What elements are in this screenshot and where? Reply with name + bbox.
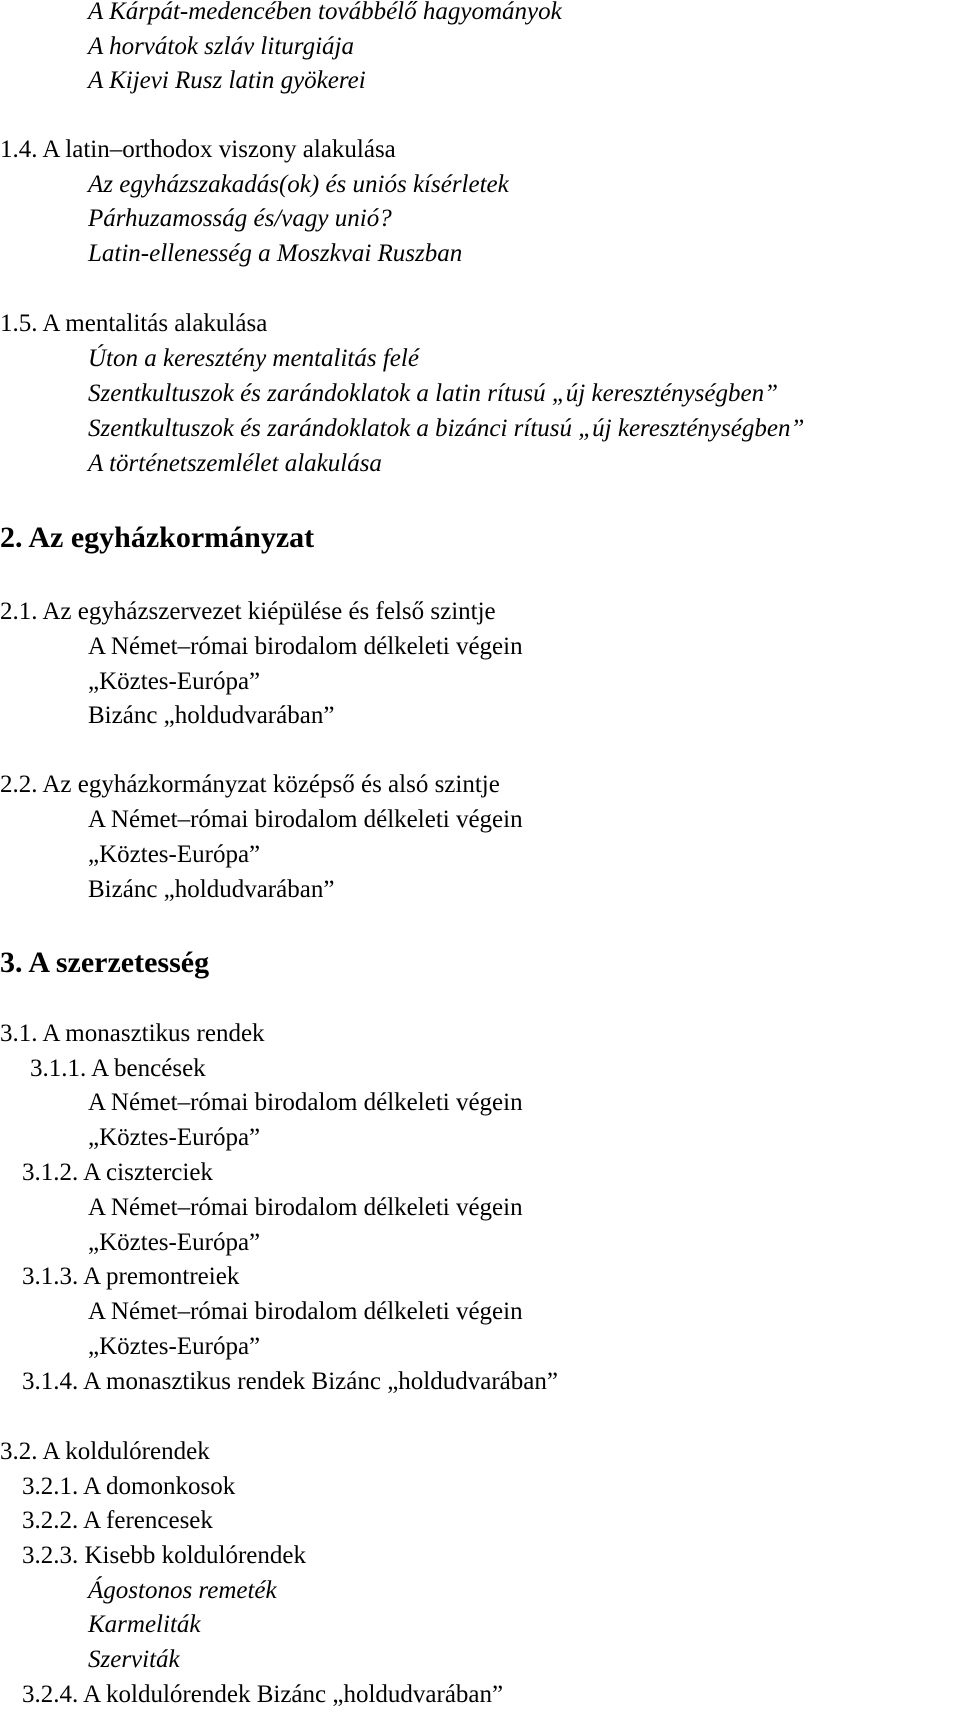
toc-subsection-heading: 3.1.4. A monasztikus rendek Bizánc „holdudvarában” <box>22 1368 558 1395</box>
toc-subsection-heading: 3.1.2. A ciszterciek <box>22 1159 213 1186</box>
toc-subsection-heading: 3.2.4. A koldulórendek Bizánc „holdudvarában” <box>22 1681 504 1708</box>
toc-subitem: A Német–római birodalom délkeleti végein <box>88 1298 523 1325</box>
toc-subitem: Szentkultuszok és zarándoklatok a latin rítusú „új kereszténységben” <box>88 380 778 407</box>
toc-subitem: Szentkultuszok és zarándoklatok a bizánci rítusú „új kereszténységben” <box>88 415 805 442</box>
toc-subitem: Bizánc „holdudvarában” <box>88 702 335 729</box>
toc-subsection-heading: 3.1.3. A premontreiek <box>22 1263 240 1290</box>
toc-subitem: A Kijevi Rusz latin gyökerei <box>88 67 366 94</box>
toc-subitem: Karmeliták <box>88 1611 201 1638</box>
toc-subitem: A Német–római birodalom délkeleti végein <box>88 1194 523 1221</box>
toc-section-heading: 3.2. A koldulórendek <box>0 1438 210 1465</box>
toc-subitem: A horvátok szláv liturgiája <box>88 33 354 60</box>
toc-subitem: Szerviták <box>88 1646 180 1673</box>
toc-subsection-heading: 3.1.1. A bencések <box>30 1055 206 1082</box>
toc-section-heading: 3.1. A monasztikus rendek <box>0 1020 265 1047</box>
toc-subitem: Bizánc „holdudvarában” <box>88 876 335 903</box>
toc-subitem: Úton a keresztény mentalitás felé <box>88 345 419 372</box>
toc-section-heading: 1.5. A mentalitás alakulása <box>0 310 268 337</box>
toc-subitem: Az egyházszakadás(ok) és uniós kísérletek <box>88 171 509 198</box>
toc-section-heading: 2.2. Az egyházkormányzat középső és alsó szintje <box>0 771 500 798</box>
toc-subitem: A Német–római birodalom délkeleti végein <box>88 806 523 833</box>
toc-section-heading: 1.4. A latin–orthodox viszony alakulása <box>0 136 396 163</box>
toc-subitem: „Köztes-Európa” <box>88 668 261 695</box>
toc-subsection-heading: 3.2.2. A ferencesek <box>22 1507 213 1534</box>
toc-subitem: A Német–római birodalom délkeleti végein <box>88 633 523 660</box>
toc-subitem: „Köztes-Európa” <box>88 1229 261 1256</box>
toc-subitem: Párhuzamosság és/vagy unió? <box>88 205 392 232</box>
toc-chapter-heading: 2. Az egyházkormányzat <box>0 521 315 554</box>
toc-subitem: „Köztes-Európa” <box>88 841 261 868</box>
toc-chapter-heading: 3. A szerzetesség <box>0 946 210 979</box>
toc-subitem: A Kárpát-medencében továbbélő hagyományok <box>88 0 562 25</box>
toc-section-heading: 2.1. Az egyházszervezet kiépülése és felső szintje <box>0 598 496 625</box>
toc-subitem: A történetszemlélet alakulása <box>88 450 382 477</box>
toc-subitem: Latin-ellenesség a Moszkvai Ruszban <box>88 240 463 267</box>
toc-subsection-heading: 3.2.1. A domonkosok <box>22 1473 236 1500</box>
toc-subitem: „Köztes-Európa” <box>88 1124 261 1151</box>
toc-subitem: A Német–római birodalom délkeleti végein <box>88 1089 523 1116</box>
toc-subitem: Ágostonos remeték <box>88 1577 277 1604</box>
toc-subsection-heading: 3.2.3. Kisebb koldulórendek <box>22 1542 306 1569</box>
toc-subitem: „Köztes-Európa” <box>88 1333 261 1360</box>
